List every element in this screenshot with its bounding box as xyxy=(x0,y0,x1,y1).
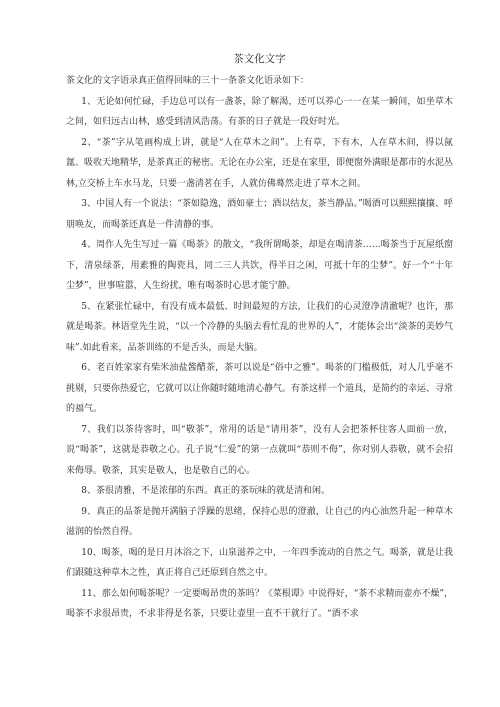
paragraph: 6、老百姓家家有柴米油盐酱醋茶，茶可以说是“俗中之雅”。喝茶的门槛极低，对人几乎毫不挑剔，只要你热爱它，它就可以让你随时随地清心静气。有茶这样一个道具，是简约的幸运、寻常的福气。 xyxy=(66,363,454,414)
document-title: 茶文化文字 xyxy=(233,53,286,65)
paragraph: 9、真正的品茶是抛开满脑子浮躁的思绪，保持心思的澄澈，让自己的内心油然升起一种草木滋润的怡然自得。 xyxy=(66,506,453,537)
paragraph: 4、周作人先生写过一篇《喝茶》的散文，“我所谓喝茶，却是在喝清茶……喝茶当于瓦屋纸窗下，清泉绿茶，用素雅的陶瓷具，同二三人共饮，得半日之闲，可抵十年的尘梦”。好一个“十年尘梦”，世事喧嚣，人生纷扰，唯有喝茶时心思才能宁静。 xyxy=(66,240,453,291)
paragraph: 11、那么如何喝茶呢？一定要喝昂贵的茶吗？《菜根谭》中说得好，“茶不求精而壶亦不燥”，喝茶不求很昂贵，不求非得是名茶，只要让壶里一直不干就行了。“酒不求 xyxy=(66,588,453,619)
paragraph: 2、“茶”字从笔画构成上讲，就是“人在草木之间”。上有草，下有木，人在草木间，得以氤氲、吸收天地精华，是茶真正的秘密。无论在办公室，还是在家里，即便窗外满眼是都市的水泥丛林,立交桥上车水马龙，只要一盏清茗在手，人就仿佛蓦然走进了草木之间。 xyxy=(66,137,454,189)
paragraph: 5、在紧张忙碌中，有没有成本最低、时间最短的方法，让我们的心灵澄净清澈呢？也许，那就是喝茶。林语堂先生说，“以一个冷静的头脑去看忙乱的世界的人”，才能体会出“淡茶的美妙气味”.如此看来，品茶训练的不是舌头，而是大脑。 xyxy=(66,301,453,353)
paragraph: 10、喝茶，喝的是日月沐浴之下，山泉滋养之中，一年四季流动的自然之气。喝茶，就是让我们跟随这种草木之性，真正将自己还原到自然之中。 xyxy=(66,547,453,578)
paragraph: 7、我们以茶待客时，叫“敬茶”，常用的话是“请用茶”，没有人会把茶杯往客人面前一放，说“喝茶”，这就是恭敬之心。孔子说“仁爱”的第一点就叫“恭则不侮”，你对别人恭敬，就不会招来侮辱。敬茶，其实是敬人，也是敬自己的心。 xyxy=(66,424,453,476)
paragraph: 8、茶很清雅，不是浓郁的东西。真正的茶玩味的就是清和闲。 xyxy=(81,486,331,496)
intro-paragraph: 茶文化的文字语录真正值得回味的三十一条茶文化语录如下： xyxy=(66,76,310,86)
paragraph: 1、无论如何忙碌，手边总可以有一盏茶，除了解渴，还可以养心一一在某一瞬间，如坐草木之间，如归远古山林，感受到清风浩荡。有茶的日子就是一段好时光。 xyxy=(66,96,453,127)
paragraph: 3、中国人有一个说法：“茶如隐逸，酒如豪士；酒以结友，茶当静品。”喝酒可以熙熙攘攘、呼朋唤友，而喝茶还真是一件清静的事。 xyxy=(66,199,453,230)
document-body xyxy=(66,71,453,625)
